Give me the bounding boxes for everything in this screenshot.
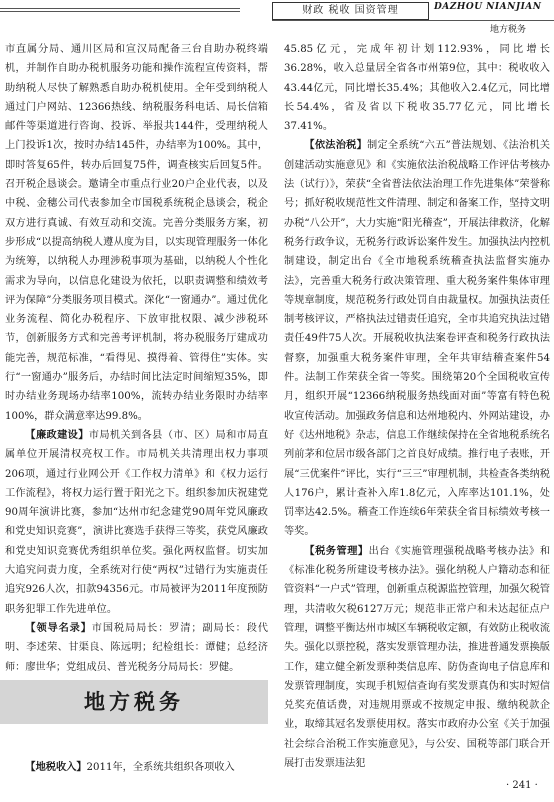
paragraph-integrity [5,426,268,619]
header-category-box: 财政 税收 国资管理 [272,2,429,20]
section-tag: 【领导名录】 [25,621,92,634]
paragraph-text: 市国税局局长：罗清；副局长：段代明、李述荣、甘渠良、陈远明；纪检组长：谭健；总经济师：廖世华；党组成员、普光税务分局局长：罗健。 [5,622,268,673]
section-tag: 【依法治税】 [304,139,368,152]
paragraph-leaders [5,619,268,677]
header-rule [0,11,240,12]
paragraph-text: 出台《实施管理强税战略考核办法》和《标准化税务所建设考核办法》。强化纳税人户籍动态和征管资料“一户式”管理，创新重点税源监控管理，加强欠税管理，共清收欠税6127万元；规范非正常户和未达起征点户管理，调整平衡达州市城区车辆税收定额，有效防止税收流失。强化以票控税，落实发票管理办法，推进普通发票换版工作，建立健全新发票种类信息库、防伪查询电子信息库和发票管理制度，实现手机短信查询有奖发票真伪和实时短信兑奖充值话费，对违规用票或不按规定申报、缴纳税款企业，取缔其冠名发票使用权。落实市政府办公室《关于加强社会综合治税工作实施意见》，与公安、国税等部门联合开展打击发票违法犯 [284,545,551,769]
paragraph-tax-management [284,542,550,774]
paragraph-text: 2011年，全系统共组织各项收入 [86,762,235,773]
paragraph-text: 市局机关到各县（市、区）局和市局直属单位开展清权亮权工作。市局机关共清理出权力事项206项，通过行业网公开《工作权力清单》和《权力运行工作流程》，将权力运行置于阳光之下。组织参加庆祝建党90周年演讲比赛，参加“达州市纪念建党90周年党风廉政和党史知识竞赛”，演讲比赛选手获得三等奖，获党风廉政和党史知识竞赛优秀组织单位奖。强化两权监督。切实加大追究问责力度，全系统对行使“两权”过错行为实施责任追究926人次，扣款94356元。市局被评为2011年度预防职务犯罪工作先进单位。 [5,429,269,615]
page-header [0,0,554,34]
paragraph-service: 市直属分局、通川区局和宣汉局配备三台自助办税终端机，并制作自助办税机服务功能和操作流程宣传资料，帮助纳税人尽快了解熟悉自助办税机使用。全年受到纳税人通过门户网站、12366热线、纳税服务科电话、局长信箱邮件等渠道进行咨询、投诉、举报共144件，受理纳税人上门投诉1次，按时办结145件，办结率为100%。其中，即时答复65件，转办后回复75件，调查核实后回复5件。召开税企恳谈会。邀请全市重点行业20户企业代表，以及中税、金穗公司代表参加全市国税系统税企恳谈会，税企双方进行真诚、有效互动和交流。完善分类服务方案，初步形成“以提高纳税人遵从度为目，以实现管理服务一体化为统筹，以纳税人办理涉税事项为基础，以纳税人个性化需求为导向，以信息化建设为依托，以职责调整和绩效考评为保障”分类服务项目模式。深化“一窗通办”。通过优化业务流程、简化办税程序、下放审批权限、减少涉税环节，创新服务方式和完善考评机制，将办税服务厅建成功能完善，规范标准，“看得见、摸得着、管得住”实体。实行“一窗通办”服务后，办结时间比法定时间缩短35%，即时办结业务现场办结率100%，流转办结业务限时办结率100%，群众满意率达99.8%。 [5,44,268,422]
paragraph-revenue-start [5,758,268,777]
section-tag: 【税务管理】 [304,544,369,557]
section-heading-band [0,680,268,724]
section-name: 地方税务 [490,25,527,35]
left-column-tail [5,758,268,777]
header-rule [0,8,240,9]
section-tag: 【廉政建设】 [25,428,89,441]
paragraph-revenue-cont: 45.85亿元，完成年初计划112.93%，同比增长36.28%，收入总量居全省各市州第9位，其中：税收收入43.44亿元，同比增长35.4%；其他收入2.4亿元，同比增长54.4%，省及省以下税收35.77亿元，同比增长37.41%。 [284,44,550,133]
paragraph-text: 制定全系统“六五”普法规划、《法治机关创建活动实施意见》和《实施依法治税战略工作评估考核办法（试行）》，荣获“全省普法依法治理工作先进集体”荣誉称号；抓好税收规范性文件清理、制定和备案工作，坚持文明办税“八公开”，大力实施“阳光稽查”，开展法律救济，化解税务行政争议，无税务行政诉讼案件发生。加强执法内控机制建设，制定出台《全市地税系统稽查执法监督实施办法》，完善重大税务行政决策管理、重大税务案件集体审理等规章制度，规范税务行政处罚自由裁量权。加强执法责任制考核评议，严格执法过错责任追究，全市共追究执法过错责任49件75人次。开展税收执法案卷评查和税务行政执法督察，加强重大税务案件审理，全年共审结稽查案件54件。法制工作荣获全省一等奖。围绕第20个全国税收宣传月，组织开展“12366纳税服务热线面对面”等富有特色税收宣传活动。加强政务信息和达州地税内、外网站建设，办好《达州地税》杂志，信息工作继续保持在全省地税系统名列前茅和位居市级各部门之首良好成绩。推行电子表账，开展“三优案件”评比，实行“三三”审理机制，共检查各类纳税人176户，累计查补入库1.8亿元，入库率达101.1%，处罚率达42.5%。稽查工作连续6年荣获全省目标绩效考核一等奖。 [284,140,550,538]
header-rule [272,20,554,21]
paragraph-lawful-tax [284,136,550,541]
right-column [284,40,550,773]
journal-title: DAZHOU NIANJIAN [434,2,542,12]
page-number: · 241 · [506,780,538,791]
section-tag: 【地税收入】 [25,761,87,773]
left-column [5,40,268,696]
section-heading: 地方税务 [84,689,184,714]
